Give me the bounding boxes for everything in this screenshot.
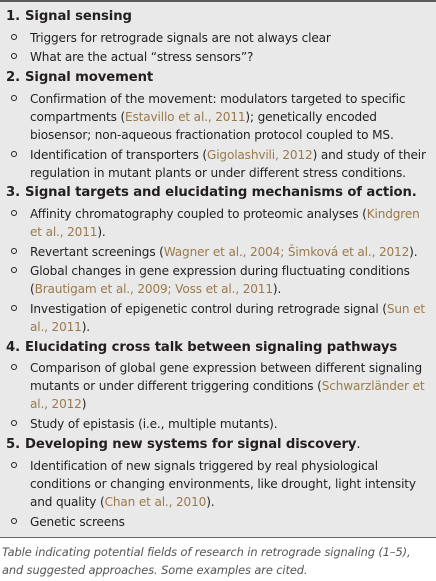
citation-link[interactable]: Estavillo et al., 2011 xyxy=(125,110,246,124)
item-text-run: Investigation of epigenetic control during retrograde signal ( xyxy=(30,302,387,316)
item-text-run: Comparison of global gene expression between different signaling mutants or under different triggering conditions ( xyxy=(30,361,423,393)
item-text xyxy=(30,48,434,66)
bullet-icon xyxy=(11,53,17,59)
item-text-run: ); genetically encoded biosensor; non-aqueous fractionation protocol coupled to MS. xyxy=(30,110,394,142)
item-text xyxy=(30,90,434,144)
citation-link[interactable]: Gigolashvili, 2012 xyxy=(207,148,313,162)
item-text xyxy=(30,415,434,433)
section-heading-2 xyxy=(6,69,153,87)
citation-link[interactable]: Kindgren et al., 2011 xyxy=(30,207,420,239)
section-number: 2. xyxy=(6,70,20,85)
table-bottom-rule xyxy=(0,537,436,538)
section-title: Signal targets and elucidating mechanisms of action. xyxy=(25,185,417,200)
citation-link[interactable]: Chan et al., 2010 xyxy=(104,495,207,509)
bullet-icon xyxy=(11,210,17,216)
item-text xyxy=(30,513,434,531)
item-text-run: ). xyxy=(409,245,418,259)
section-number: 1. xyxy=(6,9,20,24)
item-text-run: Confirmation of the movement: modulators targeted to specific compartments ( xyxy=(30,92,406,124)
table-caption: Table indicating potential fields of research in retrograde signaling (1–5), and suggested approaches. Some examples are cited. xyxy=(2,545,411,577)
item-text-run: What are the actual “stress sensors”? xyxy=(30,50,254,64)
bullet-icon xyxy=(11,305,17,311)
item-text-run: Identification of transporters ( xyxy=(30,148,207,162)
item-text xyxy=(30,262,434,298)
item-text-run: Revertant screenings ( xyxy=(30,245,164,259)
bullet-icon xyxy=(11,34,17,40)
table-top-rule xyxy=(0,0,436,2)
section-heading-1 xyxy=(6,8,132,26)
citation-link[interactable]: Sun et al., 2011 xyxy=(30,302,425,334)
item-text-run: ). xyxy=(97,225,106,239)
item-text-run: ) and study of their regulation in mutant plants or under different stress conditions. xyxy=(30,148,426,180)
bullet-icon xyxy=(11,95,17,101)
item-text-run: ) xyxy=(81,397,87,411)
item-text-run: Triggers for retrograde signals are not always clear xyxy=(30,31,331,45)
bullet-icon xyxy=(11,364,17,370)
section-heading-5 xyxy=(6,436,360,454)
item-text-run: Global changes in gene expression during fluctuating conditions ( xyxy=(30,264,410,296)
bullet-icon xyxy=(11,518,17,524)
item-text-run: Genetic screens xyxy=(30,515,125,529)
item-text xyxy=(30,457,434,511)
item-text-run: Identification of new signals triggered by real physiological conditions or changing environments, like drought, light intensity and quality ( xyxy=(30,459,416,509)
section-number: 3. xyxy=(6,185,20,200)
item-text-run: ). xyxy=(81,320,90,334)
bullet-icon xyxy=(11,462,17,468)
citation-link[interactable]: Brautigam et al., 2009; Voss et al., 2011 xyxy=(34,282,273,296)
item-text-run: Study of epistasis (i.e., multiple mutants). xyxy=(30,417,278,431)
section-title: Elucidating cross talk between signaling pathways xyxy=(25,340,398,355)
item-text-run: ). xyxy=(206,495,215,509)
item-text xyxy=(30,146,434,182)
section-number: 4. xyxy=(6,340,20,355)
section-title: Developing new systems for signal discovery xyxy=(25,437,357,452)
section-heading-3 xyxy=(6,184,417,202)
section-title: Signal movement xyxy=(25,70,154,85)
item-text xyxy=(30,243,434,261)
citation-link[interactable]: Wagner et al., 2004; Šimková et al., 2012 xyxy=(163,245,410,259)
item-text-run: Affinity chromatography coupled to proteomic analyses ( xyxy=(30,207,367,221)
bullet-icon xyxy=(11,420,17,426)
section-title-suffix: . xyxy=(356,437,361,452)
bullet-icon xyxy=(11,248,17,254)
item-text-run: ). xyxy=(272,282,282,296)
section-number: 5. xyxy=(6,437,20,452)
section-title: Signal sensing xyxy=(25,9,132,24)
citation-link[interactable]: Schwarzländer et al., 2012 xyxy=(30,379,425,411)
item-text xyxy=(30,205,434,241)
item-text xyxy=(30,300,434,336)
bullet-icon xyxy=(11,267,17,273)
bullet-icon xyxy=(11,151,17,157)
item-text xyxy=(30,29,434,47)
section-heading-4 xyxy=(6,339,397,357)
item-text xyxy=(30,359,434,413)
